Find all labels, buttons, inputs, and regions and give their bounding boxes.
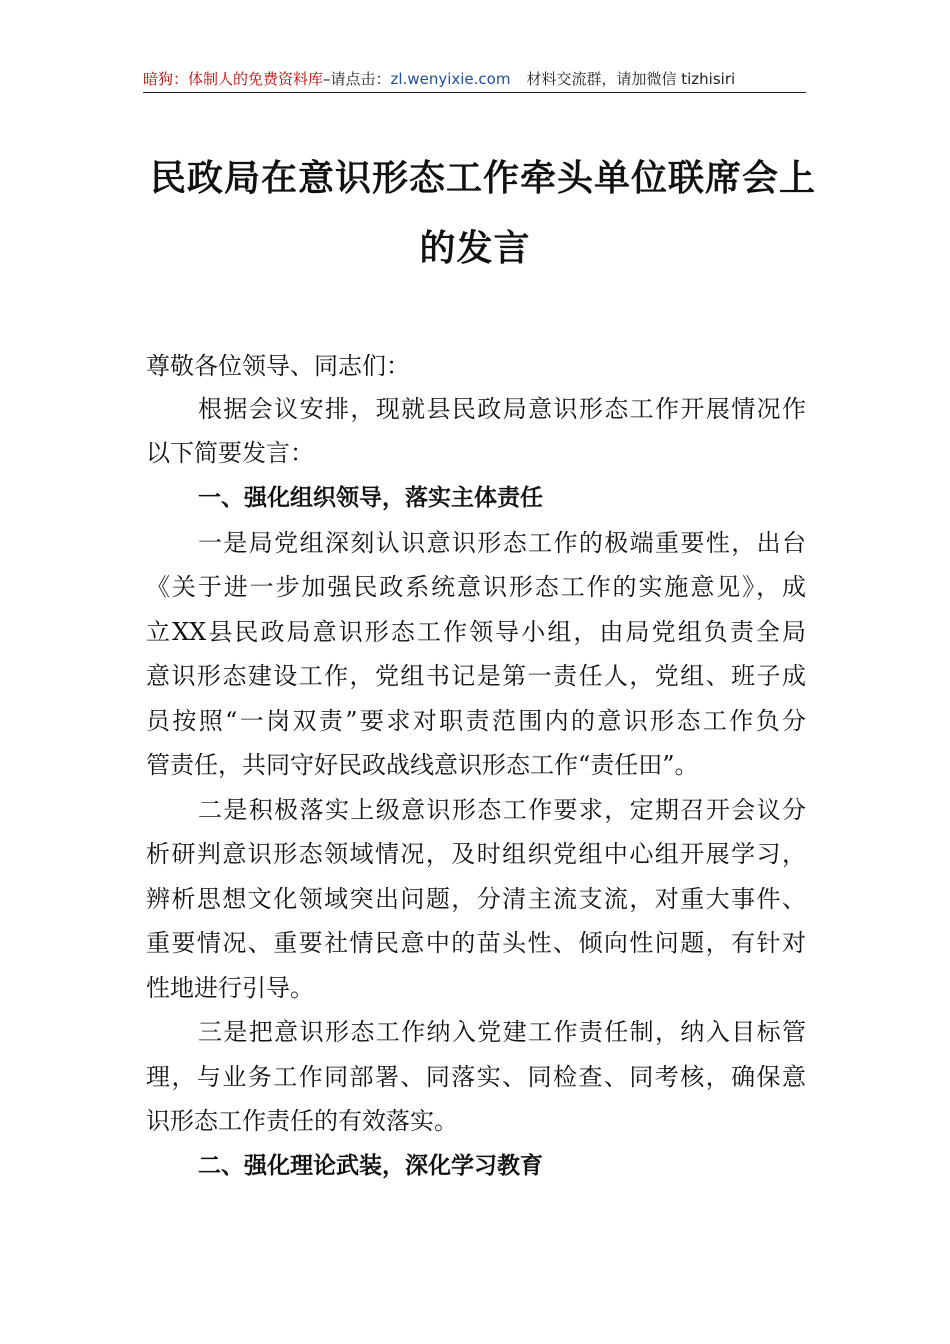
paragraph-line: 立XX县民政局意识形态工作领导小组，由局党组负责全局 bbox=[146, 618, 806, 646]
header-click-prompt: –请点击： bbox=[323, 70, 391, 88]
paragraph-line: 三是把意识形态工作纳入党建工作责任制，纳入目标管 bbox=[198, 1018, 806, 1046]
paragraph-line: 重要情况、重要社情民意中的苗头性、倾向性问题，有针对 bbox=[146, 929, 806, 957]
intro-line: 以下简要发言： bbox=[146, 439, 314, 467]
paragraph-line: 《关于进一步加强民政系统意识形态工作的实施意见》，成 bbox=[146, 573, 806, 601]
document-title-line-1: 民政局在意识形态工作牵头单位联席会上 bbox=[150, 157, 817, 199]
paragraph-line: 二是积极落实上级意识形态工作要求，定期召开会议分 bbox=[198, 796, 806, 824]
paragraph-line: 管责任，共同守好民政战线意识形态工作“责任田”。 bbox=[146, 751, 699, 779]
paragraph-line: 一是局党组深刻认识意识形态工作的极端重要性，出台 bbox=[198, 529, 806, 557]
paragraph-line: 员按照“一岗双责”要求对职责范围内的意识形态工作负分 bbox=[146, 707, 806, 735]
section-heading-1: 一、强化组织领导，落实主体责任 bbox=[198, 485, 543, 511]
paragraph-line: 意识形态建设工作，党组书记是第一责任人，党组、班子成 bbox=[146, 662, 806, 690]
salutation: 尊敬各位领导、同志们： bbox=[146, 352, 410, 380]
header-wechat-note: 材料交流群，请加微信 tizhisiri bbox=[526, 70, 736, 88]
document-title-line-2: 的发言 bbox=[419, 227, 531, 269]
paragraph-line: 理，与业务工作同部署、同落实、同检查、同考核，确保意 bbox=[146, 1063, 806, 1091]
header-site-name: 暗狗：体制人的免费资料库 bbox=[143, 70, 324, 88]
document-header bbox=[143, 66, 806, 93]
section-heading-2: 二、强化理论武装，深化学习教育 bbox=[198, 1153, 543, 1179]
paragraph-line: 识形态工作责任的有效落实。 bbox=[146, 1107, 458, 1135]
paragraph-line: 性地进行引导。 bbox=[146, 974, 314, 1002]
header-url-link[interactable]: zl.wenyixie.com bbox=[390, 70, 511, 88]
paragraph-line: 辨析思想文化领域突出问题，分清主流支流，对重大事件、 bbox=[146, 885, 806, 913]
paragraph-line: 析研判意识形态领域情况，及时组织党组中心组开展学习， bbox=[146, 840, 806, 868]
intro-line: 根据会议安排，现就县民政局意识形态工作开展情况作 bbox=[198, 395, 806, 423]
